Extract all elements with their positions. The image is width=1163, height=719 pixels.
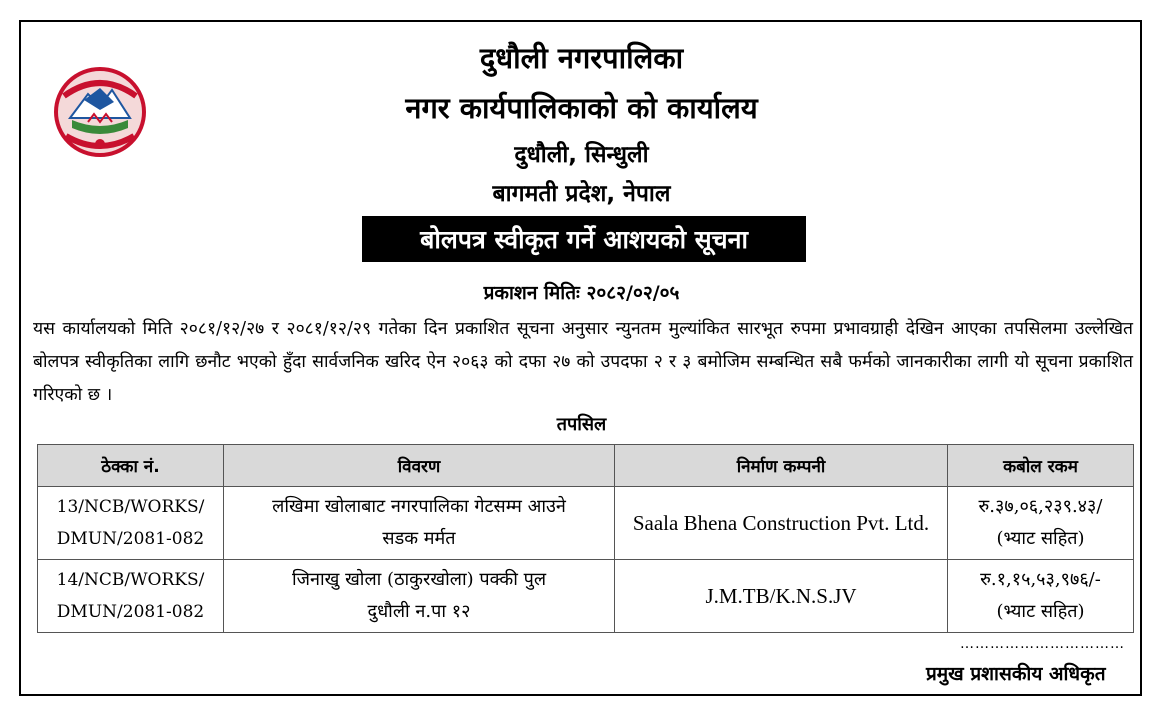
- table-row: [38, 560, 1134, 633]
- municipality-name: दुधौली नगरपालिका: [479, 41, 684, 75]
- description-line-2: सडक मर्मत: [382, 528, 456, 549]
- cell-description: [224, 487, 615, 560]
- cell-contract-no: [38, 560, 224, 633]
- contract-no-line-2: DMUN/2081-082: [56, 529, 205, 549]
- contract-no-line-1: 13/NCB/WORKS/: [56, 497, 205, 517]
- table-row: [38, 487, 1134, 560]
- address-line-2: बागमती प्रदेश, नेपाल: [492, 181, 671, 207]
- amount-note: (भ्याट सहित): [996, 528, 1085, 549]
- cell-amount: [948, 560, 1134, 633]
- header-amount: कबोल रकम: [948, 445, 1134, 487]
- notice-body: यस कार्यालयको मिति २०८१/१२/२७ र २०८१/१२/२९ गतेका दिन प्रकाशित सूचना अनुसार न्युनतम मुल्यांकित सारभूत रुपमा प्रभावग्राही देखिन आएका तपसिलमा उल्लेखित बोलपत्र स्वीकृतिका लागि छनौट भएको हुँदा सार्वजनिक खरिद ऐन २०६३ को दफा २७ को उपदफा २ र ३ बमोजिम सम्बन्धित सबै फर्मको जानकारीका लागी यो सूचना प्रकाशित गरिएको छ ।: [33, 319, 1133, 405]
- cell-company: J.M.TB/K.N.S.JV: [615, 560, 948, 633]
- amount-value: रु.१,१५,५३,९७६/-: [980, 569, 1101, 590]
- publication-date: प्रकाशन मितिः २०८२/०२/०५: [483, 282, 680, 304]
- contract-no-line-2: DMUN/2081-082: [56, 602, 205, 622]
- cell-description: [224, 560, 615, 633]
- table-header-row: [38, 445, 1134, 487]
- notice-title: बोलपत्र स्वीकृत गर्ने आशयको सूचना: [420, 225, 748, 254]
- description-line-1: जिनाखु खोला (ठाकुरखोला) पक्की पुल: [291, 569, 547, 590]
- description-line-1: लखिमा खोलाबाट नगरपालिका गेटसम्म आउने: [272, 496, 566, 517]
- office-name: नगर कार्यपालिकाको को कार्यालय: [405, 91, 758, 125]
- amount-value: रु.३७,०६,२३९.४३/: [978, 496, 1103, 517]
- contract-table: [37, 444, 1134, 633]
- address-line-1: दुधौली, सिन्धुली: [514, 142, 649, 168]
- header-description: विवरण: [224, 445, 615, 487]
- header-company: निर्माण कम्पनी: [615, 445, 948, 487]
- contract-no-line-1: 14/NCB/WORKS/: [56, 570, 205, 590]
- signature-line: ……………………………: [960, 636, 1125, 652]
- signatory-title: प्रमुख प्रशासकीय अधिकृत: [926, 663, 1106, 685]
- notice-title-banner: [362, 216, 806, 262]
- cell-contract-no: [38, 487, 224, 560]
- header-contract-no: ठेक्का नं.: [38, 445, 224, 487]
- description-line-2: दुधौली न.पा १२: [367, 601, 471, 622]
- amount-note: (भ्याट सहित): [996, 601, 1085, 622]
- cell-amount: [948, 487, 1134, 560]
- cell-company: Saala Bhena Construction Pvt. Ltd.: [615, 487, 948, 560]
- schedule-heading: तपसिल: [556, 414, 607, 435]
